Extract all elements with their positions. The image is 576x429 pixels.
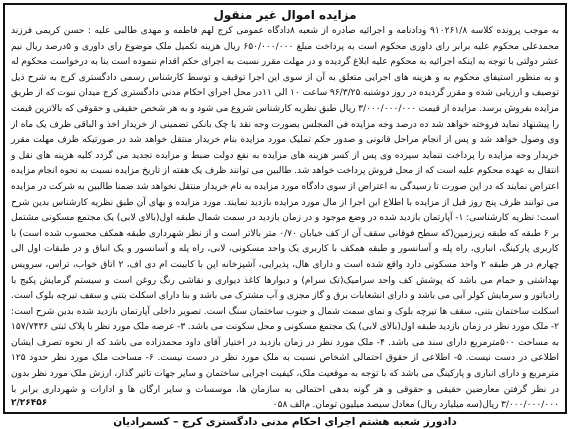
ad-code: ۲/۲۶۴۵۶ bbox=[11, 398, 48, 408]
auction-notice bbox=[3, 3, 567, 428]
notice-title: مزایده اموال غیر منقول bbox=[213, 8, 357, 22]
notice-signature: دادورز شعبه هشتم اجرای احکام مدنی دادگستری کرج – کسمرادیان bbox=[113, 415, 457, 428]
notice-body: به موجب پرونده کلاسه ۹۱۰۲۶۱/۸ ودادنامه و اجرائیه صادره از شعبه ۸دادگاه عمومی کرج لهم فاطمه و مهدی طالبی علیه : حسن کریمی فرزند محمدعلی محکوم علیه برابر رای داوری محکوم است به پرداخت مبلغ ۶۵۰/۰۰۰/۰۰۰ ریال هزینه تکمیل ملک موضوع رای داوری و ۵درصد ریال نیم عشر دولتی با توجه به اینکه اجرائیه به محکوم علیه ابلاغ گردیده و در مهلت مقرر نسبت به اجرای حکم اقدام ننموده است بنا به درخواست محکوم له و به منظور استیفای محکوم به و هزینه های اجرایی متعلق به آن از سوی این اجرا توقیف و توسط کارشناس رسمی دادگستری کرج به شرح ذیل توصیف و ارزیابی شده و مقرر گردیده در روز دوشنبه ۹۶/۳/۲۵ ساعت ۱۰ الی ۱۱در محل اجرای احکام مدنی دادگستری کرج میدان نبوت که از طریق مزایده بفروش برسد. مزایده از قیمت ۳/۰۰۰/۰۰۰/۰۰۰ ریال طبق نظریه کارشناس شروع می شود و به هر شخص حقیقی و حقوقی که بالاترین قیمت را پیشنهاد نماید فروخته خواهد شد ده درصد وجه مزایده فی المجلس بصورت وجه نقد یا چک بانکی تضمینی از خریدار اخذ و الباقی ظرف یک ماه از وی وصول خواهد شد و پس از انجام مراحل قانونی و صدور حکم تملیک مورد مزایده بنام خریدار منتقل خواهد شد در صورتیکه ظرف مهلت مقرر خریدار وجه مزایده را پرداخت ننماید سپرده وی پس از کسر هزینه های مزایده به نفع دولت ضبط و مزایده تجدید می گردد کلیه هزینه های نقل و انتقال به عهده محکوم علیه است که از محل فروش پرداخت خواهد شد. طالبین می توانند ظرف یک هفته از تاریخ مزایده نسبت به نحوه انجام مزایده اعتراض نمایند که در این صورت تا رسیدگی به اعتراض از سوی دادگاه مورد مزایده به نام خریدار منتقل نخواهد شد ضمنا طالبین به شرکت در مزایده می توانند ظرف پنج روز قبل از مزایده با اطلاع این اجرا از مال مورد مزایده بازدید نمایند. مورد مزایده و بهای آن طبق نظریه کارشناس بدین شرح است: نظریه کارشناسی: ۱- آپارتمان بازدید شده در وضع موجود و در زمان بازدید در سمت شمال طبقه اول(بالای لابی) یک مجتمع مسکونی مشتمل بر ۶ طبقه که طبقه زیرزمین(که سطح فوقانی سقف آن از کف خیابان ۰/۷۰ متر بالاتر است و از نظر شهرداری طبقه همکف محسوب شده است) با کاربری پارکینگ، انباری، راه پله و آسانسور و طبقه همکف با کاربری یک واحد مسکونی، لابی، راه پله و آسانسور و یک انباق و در طبقات اول الی چهارم در هر طبقه ۲ واحد مسکونی دارد واقع شده است و دارای هال، پذیرایی، آشپزخانه اپن با کابینت ام دی اف، ۲ اتاق خواب، تراس، سرویس بهداشتی و حمام می باشد که پوشش کف واحد سرامیک(تک سرام) و دیوارها کاغذ دیواری و نقاشی رنگ روغن است و سیستم گرمایش پکیج با رادیاتور و سرمایش کولر آبی می باشد و دارای انشعابات برق و گاز مجزی و آب مشترک می باشد و بنا دارای اسکلت بتنی و سقف تیرچه بلوک است. اسکلت ساختمان بتنی، سقف ها تیرچه بلوک و نمای سمت شمال و جنوب ساختمان سنگ است. تصویر داخلی آپارتمان بازدید شده بدین شرح است: ۲- ملک مورد نظر در زمان بازدید طبقه اول(بالای لابی) یک مجتمع مسکونی و محل سکونت می باشد. ۳- عرصه ملک مورد نظر با پلاک ثبتی ۱۵۷/۷۴۳۶ به مساحت ۵۰۰مترمربع دارای سند می باشد. ۴- ملک مورد نظر در زمان بازدید در اختیار آقای داود محمدزاده می باشد که از نحوه تصرف ایشان اطلاعی در دست نیست. ۵- اطلاعی از حقوق احتمالی اشخاص نسبت به ملک مورد نظر در دست نیست. ۶- مساحت ملک مورد نظر حدود ۱۲۵ مترمربع و دارای انباری و پارکینگ می باشد که با توجه به موقعیت ملک، کیفیت اجرایی ساختمان و سایر جهات تاثیر گذار، ارزش ملک مورد نظر بدون در نظر گرفتن معارضین حقیقی و حقوقی و هر گونه بدهی احتمالی به سازمان ها، موسسات و سایر ارگان ها و ادارات و شهرداری برابر با ۳/۰۰۰/۰۰۰/۰۰۰ ریال(سه میلیارد ریال) معادل سیصد میلیون تومان. م‌الف ۰۵۸ bbox=[11, 26, 560, 411]
